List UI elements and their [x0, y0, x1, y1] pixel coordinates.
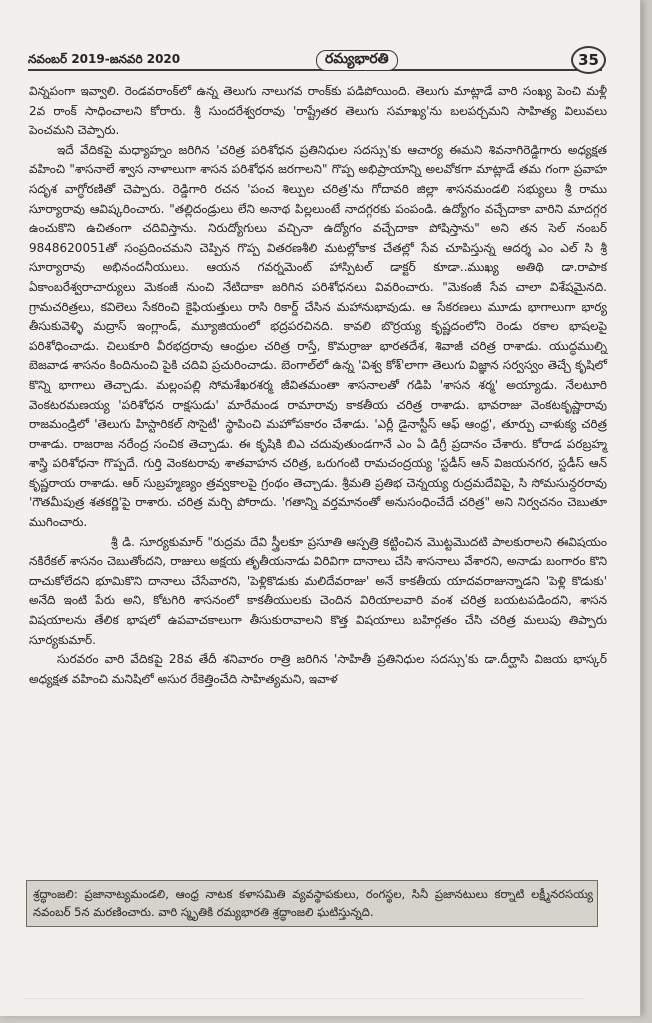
paper-crease: [24, 998, 584, 999]
paragraph-intro: విన్నపంగా ఇవ్వాలి. రెండవరాంక్‌లో ఉన్న తెలుగు నాలుగవ రాంక్‌కు పడిపోయింది. తెలుగు మాట్లాడే వారి సంఖ్య పెంచి మళ్లీ 2వ రాంక్ సాధించాలని కోరారు. శ్రీ సుందరేశ్వరరావు 'రాష్ట్రేతర తెలుగు సమాఖ్య'ను బలపర్చమని సాహిత్య విలువలు పెంచమని చెప్పారు.: [29, 84, 607, 138]
magazine-title-logo: రమ్యభారతి: [316, 50, 398, 71]
paragraph-literary-session: సురవరం వారి వేదికపై 28వ తేదీ శనివారం రాత్రి జరిగిన 'సాహితీ ప్రతినిధుల సదస్సు'కు డా.దీర్ఘాసి విజయ భాస్కర్ అధ్యక్షత వహించి మనిషిలో అసుర రేకెత్తించేది సాహిత్యమని, ఇవాళ: [29, 652, 607, 686]
paragraph-suryakumar: శ్రీ డి. సూర్యకుమార్ "రుద్రమ దేవి స్త్రీలకూ ప్రసూతి ఆస్పత్రి కట్టించిన మొట్టమొదటి పాలకురాలని ఈవిషయం నకిరేకల్ శాసనం చెబుతోందని, రాజులు అక్షయ తృతీయనాడు విరివిగా దానాలు చేసి శాసనాలు వేశారని, అనాడు బంగారం కొని దాచుకోలేదని భూమికొని దానాలు చేసేవారని, 'పెళ్లికొడుకు మలిదేవరాజు' అనే కాకతీయ యాదవరాజున్నాడని 'పెళ్లి కొడుకు' అనేది ఇంటి పేరు అని, కోటగిరి శాసనంలో కాకతీయులకు చెందిన విరియాలవారి వంశ చరిత్ర బయటపడిందని, శాసన విషయాలను తేలిక భాషలో ఉపవాచకాలుగా తీసుకురావాలని కొత్త విషయాలు బహిర్గతం చేసి చరిత్ర మలుపు తిప్పారు సూర్యకుమార్.: [29, 534, 607, 647]
issue-date: నవంబర్ 2019-జనవరి 2020: [28, 52, 184, 69]
header-rule: [28, 69, 602, 71]
page-number: 35: [571, 46, 606, 74]
tribute-notice: శ్రద్ధాంజలి: ప్రజానాట్యమండలి, ఆంధ్ర నాటక కళాసమితి వ్యవస్థాపకులు, రంగస్థల, సినీ ప్రజానటులు కర్నాటి లక్ష్మీనరసయ్య నవంబర్ 5న మరణించారు. వారి స్మృతికి రమ్యభారతి శ్రద్ధాంజలి ఘటిస్తున్నది.: [26, 880, 598, 927]
paragraph-history-session: ఇదే వేదికపై మధ్యాహ్నం జరిగిన 'చరిత్ర పరిశోధన ప్రతినిధుల సదస్సు'కు ఆచార్య ఈమని శివనాగిరెడ్డిగారు అధ్యక్షత వహించి "శాసనాలే శ్వాస నాళాలుగా శాసన పరిశోధన జరగాలని" గొప్ప అభిప్రాయాన్ని అలవోకగా మాట్లాడే తమ గంగా ప్రవాహ సదృశ వాగ్ధోరణితో చెప్పారు. రెడ్డిగారి రచన 'పంచ శిల్పుల చరిత్ర'ను గోదావరి జిల్లా శాసనమండలి సభ్యులు శ్రీ రాము సూర్యారావు ఆవిష్కరించారు. "తల్లిదండ్రులు లేని అనాథ పిల్లలుంటే నాదగ్గరకు పంపండి. ఉద్యోగం వచ్చేదాకా వారిని మాదగ్గర ఉంచుకొని ఉచితంగా చదివిస్తాను. నిరుద్యోగులు వచ్చినా ఉద్యోగం వచ్చేదాకా పోషిస్తాను" అని తన సెల్ నంబర్ 9848620051తో సంప్రదించమని చెప్పిన గొప్ప వితరణశీలి మటల్లోకాక చేతల్లో సేవ చూపిస్తున్న ఆదర్శ ఎం ఎల్ సి శ్రీ సూర్యారావు అభినందనీయులు. ఆయన గవర్నమెంట్ హాస్పిటల్ డాక్టర్ కూడా..ముఖ్య అతిథి డా.రాపాక ఏకాంబరేశ్వరాచార్యులు మెకంజీ నుంచి నేటిదాకా జరిగిన పరిశోధనలు వివరించారు. "మెకంజీ సేవ చాలా విశేషమైనది. గ్రామచరిత్రలు, కవిలెలు సేకరించి కైఫియత్తులు రాసి రికార్డ్ చేసిన మహానుభావుడు. ఆ సేకరణలు మూడు భాగాలుగా భార్య తీసుకువెళ్ళి మద్రాస్ ఇంగ్లాండ్, మ్యూజియంలో భద్రపరచినది. కావలి బొర్రయ్య కృష్ణదంలోని రెండు రకాల భాషలపై పరిశోధించాడు. చిలుకూరి వీరభద్రరావు ఆంధ్రుల చరిత్ర రాస్తే, కొమర్రాజు భారతదేశ, శివాజీ చరిత్ర రాశాడు. యుద్ధముల్ని బెజవాడ శాసనం కిందినుంచి పైకి చదివి ప్రచురించాడు. బెంగాల్‌లో ఉన్న 'విశ్వ కోశ్'లాగా తెలుగు విజ్ఞాన సర్వస్వం తెచ్చే కృషిలో కొన్ని భాగాలు తెచ్చాడు. మల్లంపల్లి సోమశేఖరశర్మ జీవితమంతా శాసనాలతో గడిపి 'శాసన శర్మ' అయ్యాడు. నేలటూరి వెంకటరమణయ్య 'పరిశోధన రాక్షసుడు' మారేమండ రామారావు కాకతీయ చరిత్ర రాశాడు. భావరాజు వెంకటకృష్ణారావు రాజమండ్రిలో 'తెలుగు హిస్టారికల్ సొసైటీ' స్థాపించి మహోపకారం చేశాడు. 'ఎర్లీ డైనాస్టీస్ ఆఫ్ ఆంధ్ర', తూర్పు చాళుక్య చరిత్ర రాశాడు. రాజరాజ నరేంద్ర సంచిక తెచ్చాడు. ఈ కృషికి బిఎ చదువుతుండగానే ఎం ఏ డిగ్రీ ప్రదానం చేశారు. కోరాడ పరబ్రహ్మ శాస్త్రి పరిశోధనా గొప్పదే. గుర్తి వెంకటరావు శాతవాహన చరిత్ర, ఒరుగంటి రామచంద్రయ్య 'స్టడీస్ ఆన్ విజయనగర, స్టడీస్ ఆన్ కృష్ణరాయ రాశాడు. ఆర్ సుబ్రహ్మణ్యం త్రవ్వకాలపై గ్రంథం తెచ్చాడు. శ్రీమతి ప్రతిభ చెన్నయ్య రుద్రమదేవిపై, సి సోమసున్దరరావు 'గౌతమీపుత్ర శతకర్ణి'పై రాశారు. చరిత్ర మర్చి పోరాదు. 'గతాన్ని వర్తమానంతో అనుసంధించేదే చరిత్ర" అని నిర్వచనం చెబుతూ ముగించారు.: [29, 142, 607, 530]
article-body: [29, 82, 607, 689]
page-header: [28, 52, 602, 76]
